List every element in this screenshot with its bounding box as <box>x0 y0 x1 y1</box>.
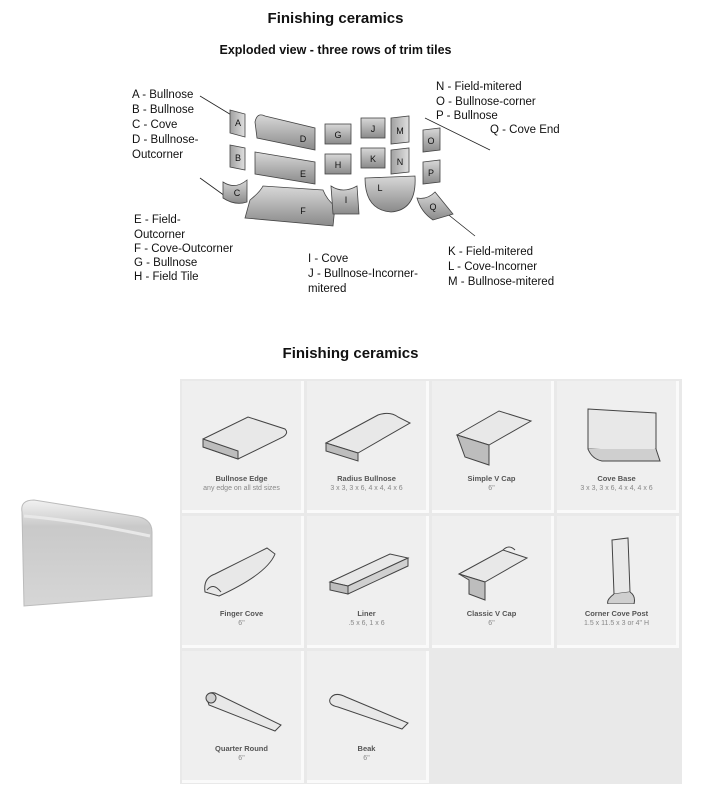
label-l: L - Cove-Incorner <box>448 261 538 273</box>
tile-g <box>325 124 351 144</box>
tile-k <box>361 148 385 168</box>
catalog-item-name: Simple V Cap <box>467 474 516 483</box>
catalog-item-name: Quarter Round <box>215 744 268 753</box>
tile-l <box>365 176 415 212</box>
catalog-item-quarter-round <box>182 651 304 783</box>
tile-o <box>423 128 440 152</box>
tile-letter-a: A <box>234 118 242 128</box>
catalog-item-name: Classic V Cap <box>466 609 517 618</box>
label-b: B - Bullnose <box>132 104 195 116</box>
catalog-item-size: 6" <box>238 620 245 627</box>
catalog-item-name: Bullnose Edge <box>215 474 268 483</box>
tile-c <box>223 180 247 203</box>
label-m: M - Bullnose-mitered <box>448 276 555 288</box>
tile-letter-h: H <box>334 160 342 170</box>
catalog-item-simple-v-cap <box>432 381 554 513</box>
tile-n <box>391 148 409 174</box>
classic-v-cap-icon <box>443 534 543 604</box>
tile-p <box>423 160 440 184</box>
catalog-item-corner-cove-post <box>557 516 679 648</box>
catalog-item-size: 3 x 3, 3 x 6, 4 x 4, 4 x 6 <box>580 485 653 492</box>
tile-q <box>417 192 453 220</box>
label-h: H - Field Tile <box>134 271 199 283</box>
tile-j <box>361 118 385 138</box>
catalog-item-classic-v-cap <box>432 516 554 648</box>
tile-b <box>230 145 245 170</box>
label-n: N - Field-mitered <box>436 81 522 93</box>
label-e-cont: Outcorner <box>134 229 186 241</box>
catalog-item-name: Radius Bullnose <box>337 474 396 483</box>
tile-e <box>255 152 315 184</box>
label-c: C - Cove <box>132 119 178 131</box>
tile-letter-b: B <box>234 153 242 163</box>
bullnose-tile-photo <box>14 490 164 610</box>
catalog-item-radius-bullnose <box>307 381 429 513</box>
label-d-cont: Outcorner <box>132 149 184 161</box>
tile-f <box>245 186 335 226</box>
radius-bullnose-icon <box>318 399 418 469</box>
label-e: E - Field- <box>134 214 181 226</box>
label-a: A - Bullnose <box>132 89 194 101</box>
catalog-item-name: Corner Cove Post <box>584 609 649 618</box>
liner-icon <box>318 534 418 604</box>
catalog-item-size: .5 x 6, 1 x 6 <box>348 620 385 627</box>
tile-letter-i: I <box>344 195 348 205</box>
catalog-item-size: 6" <box>238 755 245 762</box>
label-j: J - Bullnose-Incorner- <box>308 268 418 280</box>
label-g: G - Bullnose <box>134 257 198 269</box>
label-j-cont: mitered <box>308 283 347 295</box>
tile-letter-m: M <box>396 126 404 136</box>
catalog-item-name: Finger Cove <box>219 609 264 618</box>
tile-m <box>391 116 409 144</box>
tile-h <box>325 154 351 174</box>
catalog-item-size: any edge on all std sizes <box>203 485 280 492</box>
catalog-item-cove-base <box>557 381 679 513</box>
label-o: O - Bullnose-corner <box>436 96 536 108</box>
bullnose-edge-icon <box>193 399 293 469</box>
cove-base-icon <box>568 399 668 469</box>
catalog-item-size: 6" <box>488 485 495 492</box>
tile-letter-j: J <box>370 124 376 134</box>
catalog-item-name: Liner <box>357 609 376 618</box>
page-title: Finishing ceramics <box>267 10 404 27</box>
finger-cove-icon <box>193 534 293 604</box>
label-p: P - Bullnose <box>436 110 498 122</box>
tile-letter-f: F <box>300 206 306 216</box>
tile-letter-g: G <box>334 130 342 140</box>
tile-letter-c: C <box>233 188 241 198</box>
simple-v-cap-icon <box>443 399 543 469</box>
exploded-tile-diagram <box>195 90 495 240</box>
catalog-item-size: 6" <box>363 755 370 762</box>
tile-letter-o: O <box>427 136 435 146</box>
tile-letter-d: D <box>299 134 307 144</box>
label-f: F - Cove-Outcorner <box>134 243 234 255</box>
catalog-item-size: 6" <box>488 620 495 627</box>
label-q: Q - Cove End <box>490 124 560 136</box>
catalog-item-size: 3 x 3, 3 x 6, 4 x 4, 4 x 6 <box>330 485 403 492</box>
tile-letter-l: L <box>377 183 383 193</box>
catalog-item-bullnose-edge <box>182 381 304 513</box>
catalog-item-name: Cove Base <box>597 474 636 483</box>
catalog-item-size: 1.5 x 11.5 x 3 or 4" H <box>584 620 649 627</box>
tile-letter-e: E <box>299 169 307 179</box>
tile-d <box>255 115 315 150</box>
tile-letter-p: P <box>427 168 435 178</box>
quarter-round-icon <box>193 669 293 739</box>
label-i: I - Cove <box>308 253 349 265</box>
catalog-item-name: Beak <box>357 744 376 753</box>
label-k: K - Field-mitered <box>448 246 533 258</box>
corner-cove-post-icon <box>568 534 668 604</box>
diagram-subtitle: Exploded view - three rows of trim tiles <box>219 43 452 57</box>
tile-a <box>230 110 245 137</box>
catalog-title: Finishing ceramics <box>282 345 419 362</box>
label-d: D - Bullnose- <box>132 134 199 146</box>
catalog-item-beak <box>307 651 429 783</box>
catalog-item-liner <box>307 516 429 648</box>
catalog-item-finger-cove <box>182 516 304 648</box>
tile-letter-k: K <box>369 154 377 164</box>
beak-icon <box>318 669 418 739</box>
tile-letter-n: N <box>396 157 404 167</box>
tile-i <box>331 186 359 214</box>
tile-letter-q: Q <box>429 202 437 212</box>
